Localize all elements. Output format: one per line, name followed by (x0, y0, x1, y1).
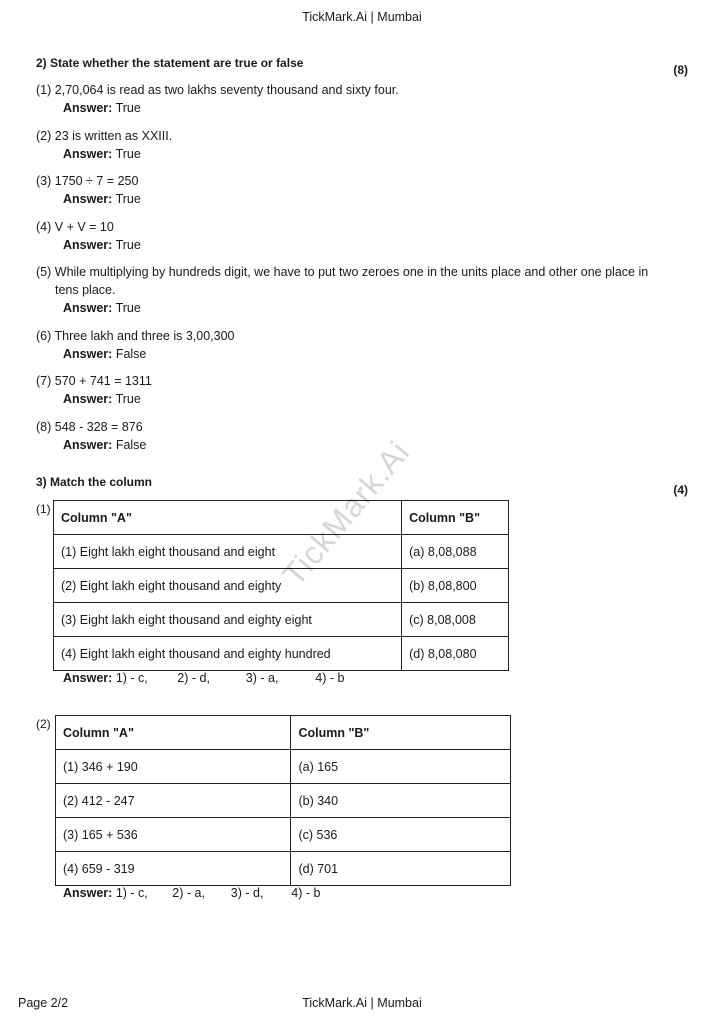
column-a-cell: (1) Eight lakh eight thousand and eight (54, 535, 402, 569)
column-a-cell: (3) Eight lakh eight thousand and eighty eight (54, 603, 402, 637)
answer-label: Answer: (63, 238, 113, 252)
column-b-cell: (a) 165 (291, 750, 511, 784)
match-table-1 (53, 500, 509, 671)
column-b-header: Column "B" (291, 716, 511, 750)
page-header (0, 10, 724, 24)
column-b-cell: (d) 8,08,080 (402, 637, 509, 671)
question-6 (36, 327, 686, 363)
column-a-cell: (3) 165 + 536 (56, 818, 291, 852)
answer-value: False (115, 347, 147, 361)
answer-pair: 3) - d, (230, 886, 264, 900)
answer-value: True (115, 192, 141, 206)
question-text: V + V = 10 (54, 220, 114, 234)
answer-pair: 1) - c, (115, 671, 148, 685)
column-b-cell: (d) 701 (291, 852, 511, 886)
question-number: (7) (36, 374, 52, 388)
answer-value: False (115, 438, 147, 452)
table-row (56, 784, 511, 818)
table-row (56, 852, 511, 886)
answer-pair: 4) - b (291, 886, 321, 900)
footer-city: Mumbai (377, 996, 422, 1010)
header-brand: TickMark.Ai (302, 10, 368, 24)
column-a-cell: (2) 412 - 247 (56, 784, 291, 818)
column-a-header: Column "A" (54, 501, 402, 535)
question-number: (8) (36, 420, 52, 434)
column-b-cell: (a) 8,08,088 (402, 535, 509, 569)
header-separator: | (370, 10, 374, 24)
question-text: Three lakh and three is 3,00,300 (54, 329, 235, 343)
column-a-header: Column "A" (56, 716, 291, 750)
question-number: (5) (36, 265, 52, 279)
answer-value: True (115, 238, 141, 252)
answer-pair: 2) - d, (177, 671, 210, 685)
answer-label: Answer: (63, 671, 113, 685)
table-row (54, 603, 509, 637)
section-2-marks: (8) (673, 63, 688, 77)
answer-pair: 3) - a, (245, 671, 279, 685)
match-table-2 (55, 715, 511, 886)
column-b-cell: (b) 8,08,800 (402, 569, 509, 603)
table-header-row (54, 501, 509, 535)
page-number: Page 2/2 (18, 996, 69, 1010)
question-text: While multiplying by hundreds digit, we have to put two zeroes one in the units place and other one place in (54, 265, 649, 279)
table-row (54, 637, 509, 671)
column-a-cell: (4) Eight lakh eight thousand and eighty hundred (54, 637, 402, 671)
table-row (56, 818, 511, 852)
question-2 (36, 127, 686, 163)
answer-label: Answer: (63, 438, 113, 452)
answer-label: Answer: (63, 347, 113, 361)
answer-pair: 2) - a, (172, 886, 205, 900)
header-city: Mumbai (377, 10, 422, 24)
question-number: (3) (36, 174, 52, 188)
section-3-marks: (4) (673, 483, 688, 497)
page-footer (0, 996, 724, 1010)
question-7 (36, 372, 686, 408)
match-table-1-answer (63, 671, 344, 685)
column-b-cell: (c) 8,08,008 (402, 603, 509, 637)
question-number: (6) (36, 329, 52, 343)
match-table-2-label: (2) (36, 717, 51, 731)
answer-label: Answer: (63, 192, 113, 206)
footer-separator: | (370, 996, 374, 1010)
answer-label: Answer: (63, 392, 113, 406)
question-8 (36, 418, 686, 454)
table-row (56, 750, 511, 784)
table-header-row (56, 716, 511, 750)
question-1 (36, 81, 686, 117)
column-b-cell: (b) 340 (291, 784, 511, 818)
match-table-1-label: (1) (36, 502, 51, 516)
answer-value: True (115, 101, 141, 115)
section-2-title: 2) State whether the statement are true or false (36, 56, 304, 70)
question-number: (4) (36, 220, 52, 234)
question-5 (36, 263, 686, 317)
answer-pair: 1) - c, (115, 886, 148, 900)
answer-label: Answer: (63, 301, 113, 315)
question-number: (1) (36, 83, 52, 97)
column-a-cell: (1) 346 + 190 (56, 750, 291, 784)
answer-label: Answer: (63, 101, 113, 115)
footer-brand: TickMark.Ai (302, 996, 368, 1010)
answer-label: Answer: (63, 147, 113, 161)
question-text-continued: tens place. (55, 283, 116, 297)
answer-label: Answer: (63, 886, 113, 900)
column-a-cell: (2) Eight lakh eight thousand and eighty (54, 569, 402, 603)
question-3 (36, 172, 686, 208)
column-b-header: Column "B" (402, 501, 509, 535)
question-text: 570 + 741 = 1311 (54, 374, 152, 388)
column-a-cell: (4) 659 - 319 (56, 852, 291, 886)
question-text: 23 is written as XXIII. (54, 129, 173, 143)
answer-value: True (115, 392, 141, 406)
question-4 (36, 218, 686, 254)
section-3-title: 3) Match the column (36, 475, 153, 489)
question-text: 548 - 328 = 876 (54, 420, 143, 434)
question-number: (2) (36, 129, 52, 143)
answer-pair: 4) - b (315, 671, 345, 685)
column-b-cell: (c) 536 (291, 818, 511, 852)
answer-value: True (115, 301, 141, 315)
watermark: TickMark.Ai (275, 433, 417, 593)
question-text: 2,70,064 is read as two lakhs seventy thousand and sixty four. (54, 83, 399, 97)
question-text: 1750 ÷ 7 = 250 (54, 174, 139, 188)
match-table-2-answer (63, 886, 320, 900)
answer-value: True (115, 147, 141, 161)
